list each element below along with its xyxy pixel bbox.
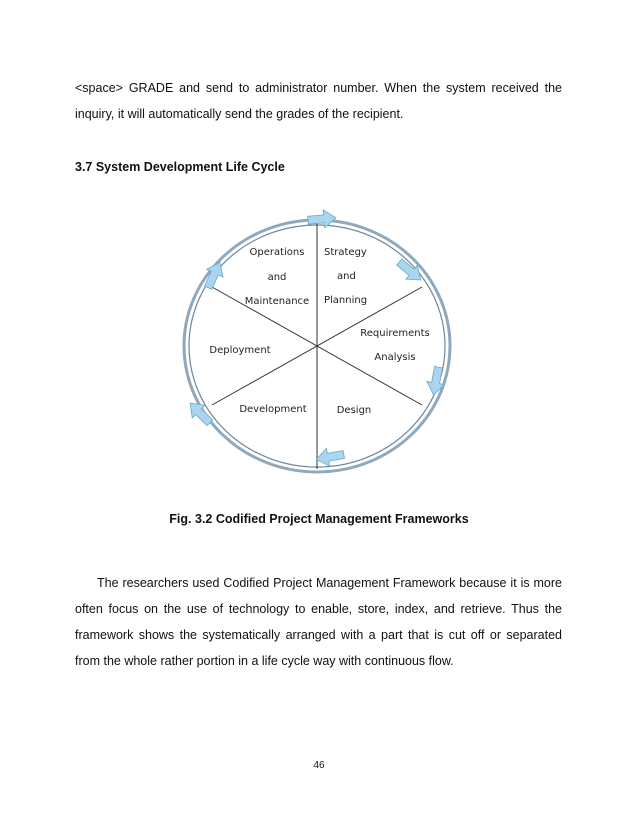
segment-operations-line-3: Maintenance (244, 296, 310, 307)
segment-strategy-line-1: Strategy (324, 247, 367, 258)
segment-design-label: Design (336, 405, 372, 416)
flow-arrow-icon (393, 255, 426, 287)
segment-development-label: Development (239, 404, 307, 415)
segment-operations-line-2: and (267, 272, 287, 283)
intro-paragraph: <space> GRADE and send to administrator number. When the system received the inquiry, it will automatically send the grades of the recipient. (75, 81, 562, 121)
figure-caption: Fig. 3.2 Codified Project Management Frameworks (169, 512, 469, 526)
body-paragraph: The researchers used Codified Project Management Framework because it is more often focus on the use of technology to enable, store, index, and retrieve. Thus the framework shows the systematically arranged with a part that is cut off or separated from the whole rather portion in a life cycle way with continuous flow. (75, 576, 562, 668)
segment-requirements-line-2: Analysis (374, 352, 416, 363)
section-heading: 3.7 System Development Life Cycle (75, 160, 285, 174)
segment-operations-line-1: Operations (249, 247, 305, 258)
segment-strategy-line-2: and (337, 271, 356, 282)
page-number: 46 (313, 760, 325, 771)
segment-requirements-line-1: Requirements (360, 328, 430, 339)
sdlc-cycle-diagram (170, 205, 465, 480)
segment-deployment-label: Deployment (209, 345, 271, 356)
segment-strategy-line-3: Planning (324, 295, 368, 306)
